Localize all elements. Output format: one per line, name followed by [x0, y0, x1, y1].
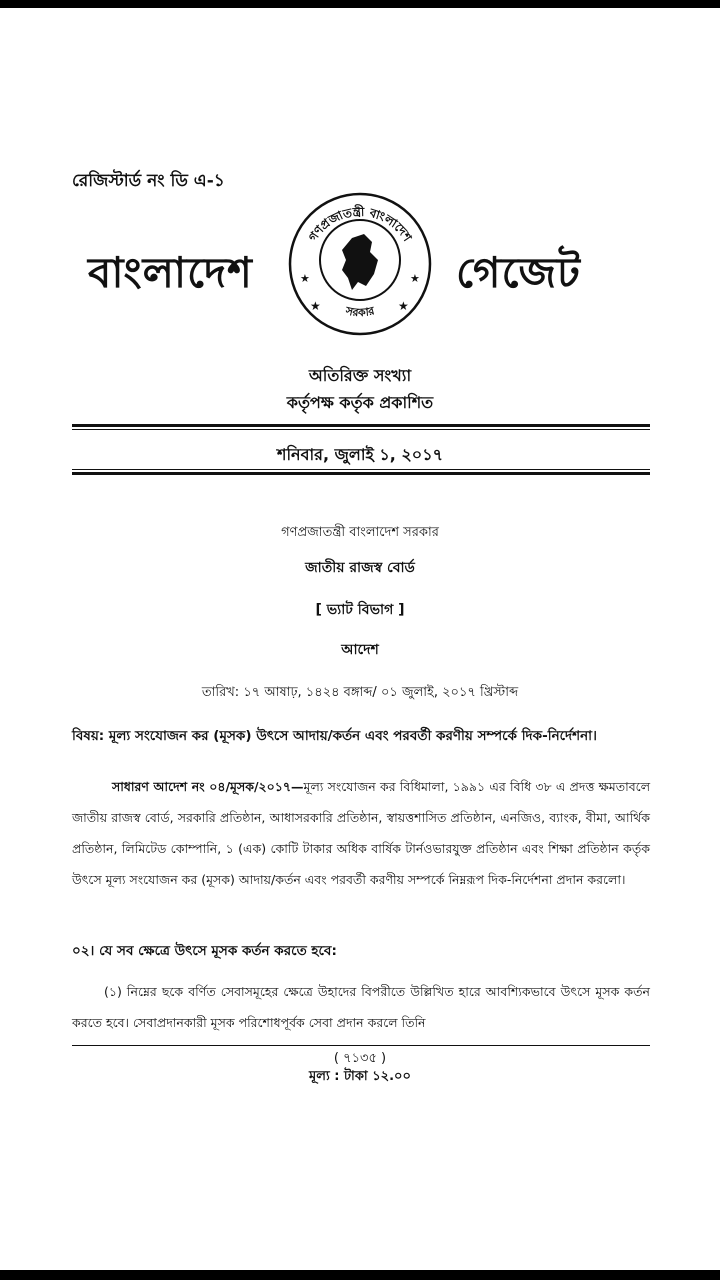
- section-2-heading: ০২। যে সব ক্ষেত্রে উৎসে মূসক কর্তন করতে হবে:: [72, 943, 337, 959]
- header-rule-bottom-thin: [72, 469, 650, 470]
- svg-text:গণপ্রজাতন্ত্রী বাংলাদেশ: গণপ্রজাতন্ত্রী বাংলাদেশ: [305, 204, 415, 244]
- svg-text:★: ★: [300, 272, 310, 285]
- board-name: জাতীয় রাজস্ব বোর্ড: [305, 560, 415, 576]
- gazette-title-right: গেজেট: [456, 248, 581, 297]
- svg-text:★: ★: [398, 299, 409, 313]
- registration-number: রেজিস্টার্ড নং ডি এ-১: [72, 171, 225, 191]
- footer-rule: [72, 1045, 650, 1046]
- division-name: [ ভ্যাট বিভাগ ]: [315, 602, 405, 618]
- paragraph-1: [72, 771, 650, 895]
- page-number: ( ৭১৩৫ ): [333, 1051, 387, 1066]
- order-title: আদেশ: [341, 642, 379, 658]
- header-rule-top-thin: [72, 429, 650, 430]
- published-by-label: কর্তৃপক্ষ কর্তৃক প্রকাশিত: [286, 393, 434, 412]
- order-date: তারিখ: ১৭ আষাঢ়, ১৪২৪ বঙ্গাব্দ/ ০১ জুলাই, ২০১৭ খ্রিস্টাব্দ: [201, 685, 519, 700]
- svg-text:★: ★: [410, 272, 420, 285]
- government-name: গণপ্রজাতন্ত্রী বাংলাদেশ সরকার: [281, 525, 439, 540]
- extraordinary-label: অতিরিক্ত সংখ্যা: [308, 366, 412, 385]
- gazette-page: [0, 8, 720, 1270]
- order-subject: বিষয়: মূল্য সংযোজন কর (মূসক) উৎসে আদায়/কর্তন এবং পরবর্তী করণীয় সম্পর্কে দিক-নির্দেশনা।: [72, 728, 597, 744]
- paragraph-1-text: মূল্য সংযোজন কর বিধিমালা, ১৯৯১ এর বিধি ৩৮ এ প্রদত্ত ক্ষমতাবলে জাতীয় রাজস্ব বোর্ড, সরকারি প্রতিষ্ঠান, আধাসরকারি প্রতিষ্ঠান, স্বায়ত্তশাসিত প্রতিষ্ঠান, এনজিও, ব্যাংক, বীমা, আর্থিক প্রতিষ্ঠান, লিমিটেড কোম্পানি, ১ (এক) কোটি টাকার অধিক বার্ষিক টার্নওভারযুক্ত প্রতিষ্ঠান এবং শিক্ষা প্রতিষ্ঠান কর্তৃক উৎসে মূল্য সংযোজন কর (মূসক) আদায়/কর্তন এবং পরবর্তী করণীয় সম্পর্কে নিম্নরূপ দিক-নির্দেশনা প্রদান করলো।: [72, 779, 651, 887]
- publication-date: শনিবার, জুলাই ১, ২০১৭: [277, 445, 443, 464]
- header-rule-top: [72, 424, 650, 427]
- svg-text:সরকার: সরকার: [344, 304, 376, 320]
- svg-text:★: ★: [310, 299, 321, 313]
- price-label: মূল্য : টাকা ১২.০০: [309, 1069, 411, 1084]
- gazette-title-left: বাংলাদেশ: [88, 248, 253, 297]
- government-seal-icon: [286, 190, 434, 338]
- order-number: সাধারণ আদেশ নং ০৪/মূসক/২০১৭—: [112, 779, 304, 794]
- paragraph-2: (১) নিম্নের ছকে বর্ণিত সেবাসমূহের ক্ষেত্রে উহাদের বিপরীতে উল্লিখিত হারে আবশ্যিকভাবে উৎসে মূসক কর্তন করতে হবে। সেবাপ্রদানকারী মূসক পরিশোধপূর্বক সেবা প্রদান করলে তিনি: [72, 984, 650, 1030]
- header-rule-bottom: [72, 472, 650, 475]
